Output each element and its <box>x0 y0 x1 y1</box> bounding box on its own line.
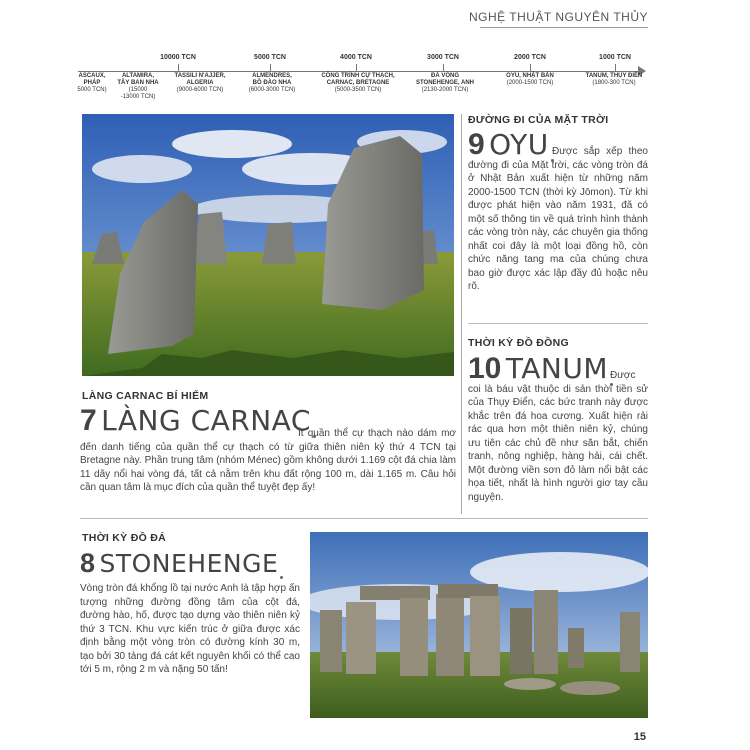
timeline-event <box>416 73 474 94</box>
event-name: OYU, NHẬT BẢN <box>506 73 554 79</box>
event-name: TASSILI N'AJJER, <box>174 73 226 79</box>
carnac-section-label: LÀNG CARNAC BÍ HIỂM <box>82 390 209 402</box>
timeline-event <box>249 73 296 94</box>
timeline-event <box>117 73 158 101</box>
carnac-number: 7 <box>80 404 97 437</box>
event-name: TANUM, THỤY ĐIỂN <box>585 73 643 79</box>
event-name: CÔNG TRÌNH CỰ THẠCH, <box>321 73 395 79</box>
timeline-event <box>586 73 643 87</box>
event-years: 5000 TCN) <box>77 87 107 93</box>
carnac-body: Ít quần thể cự thạch nào dám mơ đến danh tiếng của quần thể cự thạch có từ giữa thiên niên kỷ thứ 4 TCN tại Bretagne này. Phần trung tâm (nhóm Ménec) gồm không dưới 1.169 cột đá chia làm 11 dãy nổi hai vòng đá, tất cả nằm trên khu đất rộng 100 m, dài 1.165 m. Câu hỏi cần quan tâm là mục đích của quần thể tuyệt đẹp ấy! <box>80 428 456 493</box>
event-name-line2: ALGERIA <box>186 80 214 86</box>
event-years: (2000-1500 TCN) <box>506 80 554 86</box>
timeline-tick <box>615 64 616 71</box>
dot-icon <box>280 576 283 579</box>
event-name-line2: STONEHENGE, ANH <box>415 80 475 86</box>
event-years: (15000 <box>128 87 148 93</box>
stonehenge-section-label: THỜI KỲ ĐỒ ĐÁ <box>82 532 167 544</box>
event-name-line2: TÂY BAN NHA <box>117 80 159 86</box>
stonehenge-heading <box>80 548 283 579</box>
timeline-event <box>321 73 394 94</box>
event-name-line2: BỒ ĐÀO NHA <box>252 80 292 86</box>
event-name-line2: PHÁP <box>83 80 101 86</box>
stonehenge-photo <box>310 532 648 718</box>
tanum-title: TANUM <box>505 352 609 385</box>
event-years: (6000-3000 TCN) <box>248 87 296 93</box>
section-divider <box>468 323 648 324</box>
event-years: (5000-3500 TCN) <box>334 87 382 93</box>
event-years-line2: -13000 TCN) <box>120 94 156 100</box>
timeline-axis <box>78 71 640 72</box>
tanum-section-label: THỜI KỲ ĐỒ ĐỒNG <box>468 337 569 349</box>
tanum-body: Được coi là báu vật thuộc di sản thời tiền sử của Thụy Điển, các bức tranh này được khắc trên đá hoa cương. Xuất hiện rải rác qua hơn một thiên niên kỷ, chúng ưu tiên các chủ đề như săn bắt, chiến tranh, nông nghiệp, hàng hải, cái chết. Một đường viền sơn đỏ làm nổi bật các họa tiết, nhất là hình người giơ tay cầu nguyện. <box>468 370 648 503</box>
timeline-year: 5000 TCN <box>254 54 286 61</box>
section-divider <box>80 518 648 519</box>
event-name: ALMENDRES, <box>252 73 292 79</box>
timeline-event <box>175 73 226 94</box>
timeline-tick <box>270 64 271 71</box>
timeline-event <box>506 73 554 87</box>
oyu-body: Được sắp xếp theo đường đi của Mặt trời, các vòng tròn đá ở Nhật Bản xuất hiện từ những năm 2000-1500 TCN (thời kỳ Jōmon). Từ khi được phát hiện vào năm 1931, đã có một số thông tin về quá trình hình thành các vòng tròn này, các chuyên gia thống nhất coi đây là một loại đồng hồ, còn chức năng tang ma của chúng chưa bao giờ được xác lập đầy đủ hoặc nêu rõ. <box>468 146 648 292</box>
timeline-tick <box>530 64 531 71</box>
stonehenge-title: STONEHENGE <box>99 549 279 578</box>
header-rule <box>480 27 648 28</box>
oyu-section-label: ĐƯỜNG ĐI CỦA MẶT TRỜI <box>468 114 609 126</box>
timeline-year: 4000 TCN <box>340 54 372 61</box>
event-years: (9000-6000 TCN) <box>176 87 224 93</box>
oyu-number: 9 <box>468 128 485 161</box>
timeline-event <box>77 73 106 94</box>
event-name: ASCAUX, <box>78 73 106 79</box>
tanum-number: 10 <box>468 352 502 385</box>
timeline-year: 10000 TCN <box>160 54 196 61</box>
timeline-tick <box>178 64 179 71</box>
timeline-year: 1000 TCN <box>599 54 631 61</box>
event-name-line2: CARNAC, BRETAGNE <box>326 80 390 86</box>
oyu-title: OYU <box>489 128 549 161</box>
carnac-title: LÀNG CARNAC <box>101 404 311 437</box>
stonehenge-body: Vòng tròn đá khổng lồ tại nước Anh là tập hợp ấn tượng những đường đồng tâm của cột đá, đường hào, hố, được tạo dựng vào thiên niên kỷ thứ 3 TCN. Khu vực kiến trúc ở giữa được xác định bằng một vòng tròn có đường kính 30 m, tạo bởi 30 tảng đá cát kết nguyên khối có thể cao tới 5 m, rộng 2 m và nặng 50 tấn! <box>80 583 300 675</box>
timeline-tick <box>356 64 357 71</box>
timeline-year: 2000 TCN <box>514 54 546 61</box>
column-divider <box>461 114 462 514</box>
timeline-year: 3000 TCN <box>427 54 459 61</box>
carnac-photo <box>82 114 454 376</box>
page-number: 15 <box>633 731 646 743</box>
event-years: (1800-300 TCN) <box>592 80 636 86</box>
event-years: (2130-2000 TCN) <box>421 87 469 93</box>
event-name: ĐÁ VÒNG <box>430 73 460 79</box>
event-name: ALTAMIRA, <box>121 73 155 79</box>
stonehenge-number: 8 <box>80 548 96 578</box>
running-header: NGHỆ THUẬT NGUYÊN THỦY <box>468 10 648 24</box>
timeline-tick <box>443 64 444 71</box>
